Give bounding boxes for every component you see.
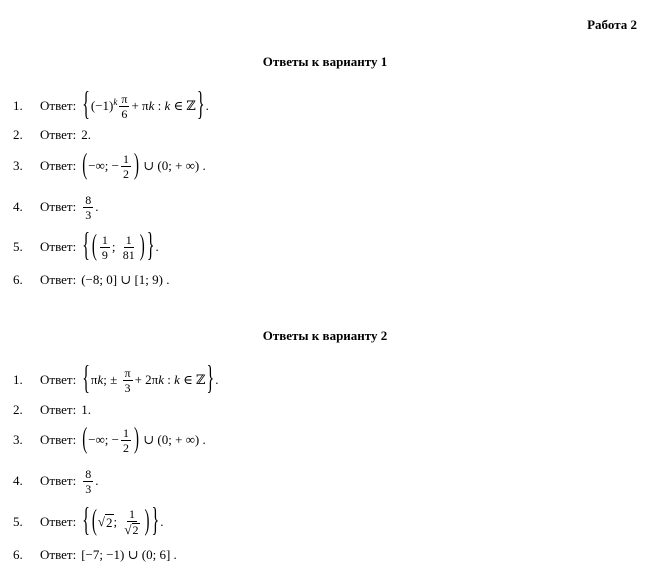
variant-1-title: Ответы к варианту 1 bbox=[262, 54, 388, 69]
answer-formula: $\frac{8}{3}$ . bbox=[85, 192, 99, 222]
answer-label: Ответ: bbox=[40, 239, 77, 254]
answer-label: Ответ: bbox=[40, 372, 77, 387]
answer-label: Ответ: bbox=[40, 127, 77, 142]
answer-formula: { π k ; ± $\frac{\pi}{3}$ + 2π k : k ∈ ℤ } . bbox=[82, 361, 219, 397]
answer-value: [−7; −1) ∪ (0; 6] . bbox=[81, 547, 177, 562]
answer-formula: { ( $\frac{1}{9}$ ; $\frac{1}{81}$ ) } . bbox=[82, 228, 159, 264]
variant-1-answer-3 bbox=[13, 144, 206, 188]
answer-number: 5. bbox=[13, 239, 23, 254]
variant-2-answer-3 bbox=[13, 418, 206, 462]
answer-label: Ответ: bbox=[40, 402, 77, 417]
answer-number: 3. bbox=[13, 432, 23, 447]
answer-label: Ответ: bbox=[40, 473, 77, 488]
answer-label: Ответ: bbox=[40, 547, 77, 562]
variant-2-answer-6 bbox=[13, 533, 177, 577]
answer-label: Ответ: bbox=[40, 158, 77, 173]
answer-value: 2. bbox=[81, 127, 91, 142]
answer-number: 2. bbox=[13, 402, 23, 417]
answer-label: Ответ: bbox=[40, 98, 77, 113]
variant-2-answer-4 bbox=[13, 459, 98, 503]
answer-label: Ответ: bbox=[40, 514, 77, 529]
answer-number: 5. bbox=[13, 514, 23, 529]
answer-formula: { (−1) $^k$ $\frac{\pi}{6}$ + π k : k ∈ ℤ } . bbox=[82, 87, 209, 123]
variant-1-answer-4 bbox=[13, 185, 98, 229]
answer-formula: ( −∞; − $\frac{1}{2}$ ) ∪ (0; + ∞) . bbox=[82, 423, 206, 455]
variant-1-answer-6 bbox=[13, 258, 169, 302]
work-title: Работа 2 bbox=[587, 17, 637, 32]
answer-number: 6. bbox=[13, 547, 23, 562]
answer-label: Ответ: bbox=[40, 432, 77, 447]
answer-formula: ( −∞; − $\frac{1}{2}$ ) ∪ (0; + ∞) . bbox=[82, 149, 206, 181]
answer-value: 1. bbox=[81, 402, 91, 417]
answer-formula: $\frac{8}{3}$ . bbox=[85, 466, 99, 496]
answer-label: Ответ: bbox=[40, 199, 77, 214]
answer-number: 1. bbox=[13, 98, 23, 113]
answer-value: (−8; 0] ∪ [1; 9) . bbox=[81, 272, 170, 287]
answer-number: 1. bbox=[13, 372, 23, 387]
answer-number: 4. bbox=[13, 199, 23, 214]
answer-formula: { ( √ 2 ; 1 √ 2 ) } . bbox=[82, 503, 164, 539]
answer-number: 6. bbox=[13, 272, 23, 287]
variant-2-title: Ответы к варианту 2 bbox=[262, 328, 388, 343]
answer-label: Ответ: bbox=[40, 272, 77, 287]
answer-number: 3. bbox=[13, 158, 23, 173]
answer-number: 2. bbox=[13, 127, 23, 142]
answer-number: 4. bbox=[13, 473, 23, 488]
